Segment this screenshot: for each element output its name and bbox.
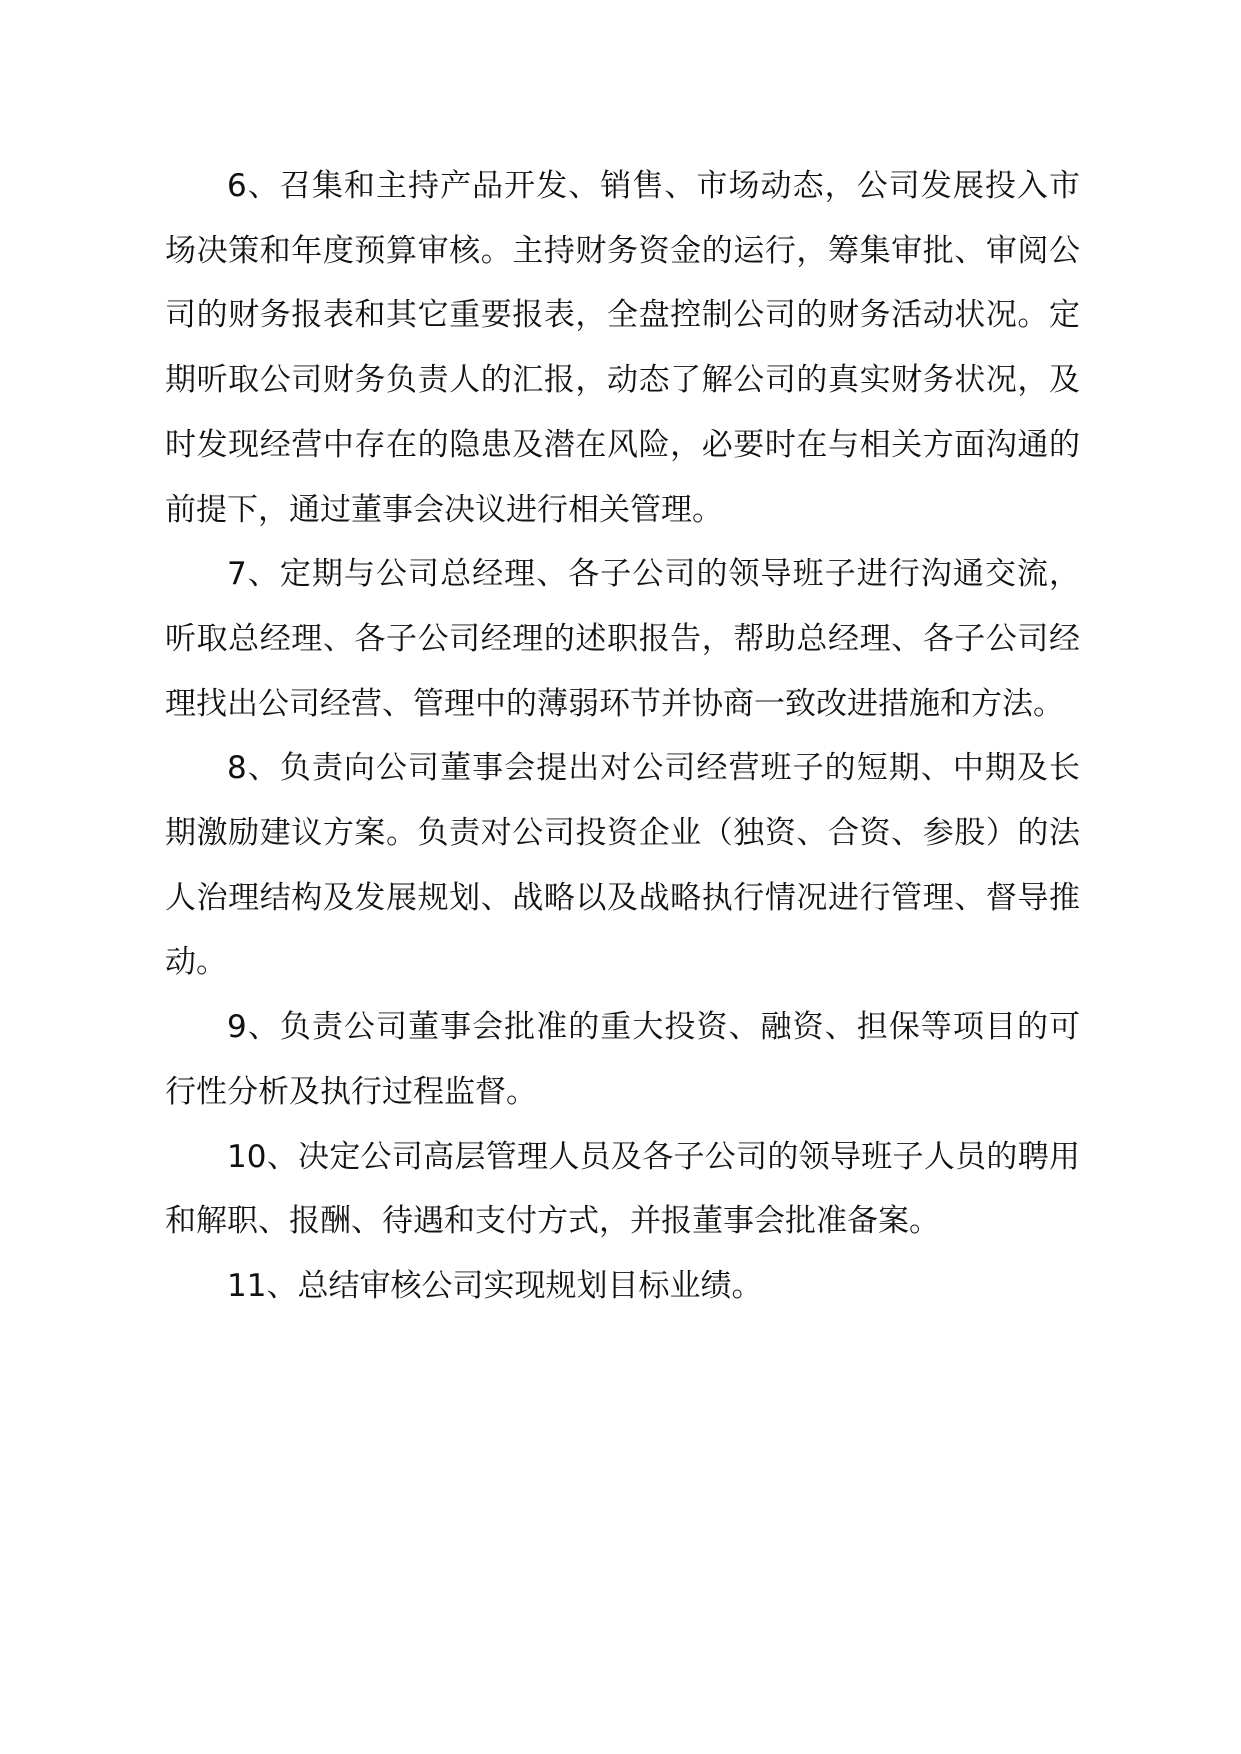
- paragraph-item-6: 6、召集和主持产品开发、销售、市场动态，公司发展投入市场决策和年度预算审核。主持财务资金的运行，筹集审批、审阅公司的财务报表和其它重要报表，全盘控制公司的财务活动状况。定期听取公司财务负责人的汇报，动态了解公司的真实财务状况，及时发现经营中存在的隐患及潜在风险，必要时在与相关方面沟通的前提下，通过董事会决议进行相关管理。: [165, 168, 1080, 528]
- paragraph-item-7: 7、定期与公司总经理、各子公司的领导班子进行沟通交流，听取总经理、各子公司经理的述职报告，帮助总经理、各子公司经理找出公司经营、管理中的薄弱环节并协商一致改进措施和方法。: [165, 556, 1080, 722]
- paragraph-item-11: 11、总结审核公司实现规划目标业绩。: [227, 1267, 763, 1304]
- paragraph-item-10: 10、决定公司高层管理人员及各子公司的领导班子人员的聘用和解职、报酬、待遇和支付方式，并报董事会批准备案。: [165, 1138, 1080, 1240]
- document-body: [165, 154, 1080, 1319]
- paragraph-item-9: 9、负责公司董事会批准的重大投资、融资、担保等项目的可行性分析及执行过程监督。: [165, 1009, 1080, 1110]
- paragraph-item-8: 8、负责向公司董事会提出对公司经营班子的短期、中期及长期激励建议方案。负责对公司投资企业（独资、合资、参股）的法人治理结构及发展规划、战略以及战略执行情况进行管理、督导推动。: [165, 750, 1080, 981]
